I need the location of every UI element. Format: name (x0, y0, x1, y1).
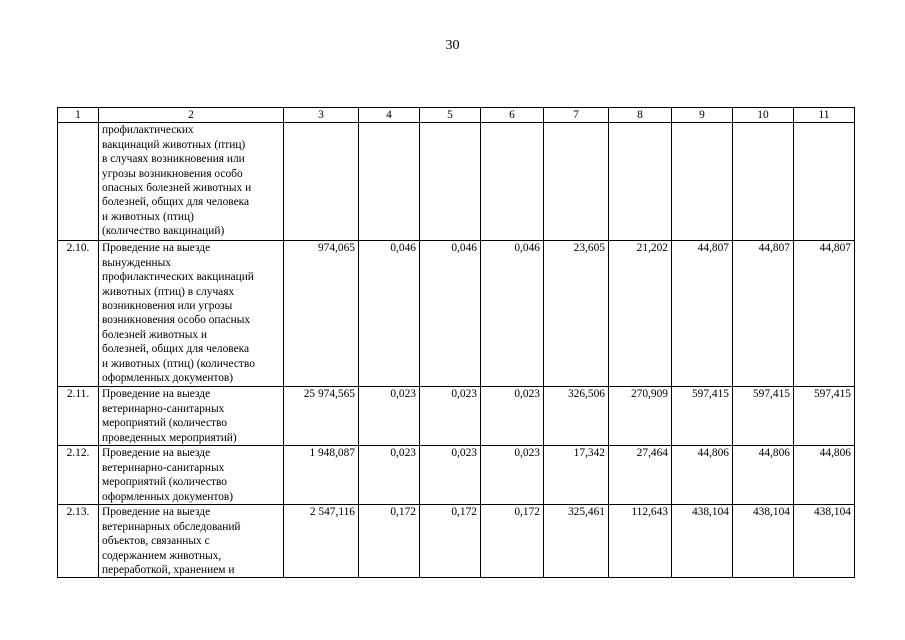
value-cell: 23,605 (544, 241, 609, 387)
value-cell: 2 547,116 (284, 505, 359, 578)
value-cell: 597,415 (794, 387, 855, 446)
column-header: 10 (733, 108, 794, 123)
row-description-cell: профилактических вакцинаций животных (птиц) в случаях возникновения или угрозы возникновения особо опасных болезней животных и болезней, общих для человека и животных (птиц) (количество вакцинаций) (99, 123, 284, 241)
column-header: 7 (544, 108, 609, 123)
value-cell: 438,104 (733, 505, 794, 578)
value-cell: 25 974,565 (284, 387, 359, 446)
value-cell: 325,461 (544, 505, 609, 578)
value-cell: 0,023 (359, 446, 420, 505)
value-cell: 0,046 (359, 241, 420, 387)
value-cell: 27,464 (609, 446, 672, 505)
row-description-cell: Проведение на выезде ветеринарных обследований объектов, связанных с содержанием животных, переработкой, хранением и (99, 505, 284, 578)
value-cell: 44,807 (672, 241, 733, 387)
value-cell: 112,643 (609, 505, 672, 578)
value-cell: 44,807 (794, 241, 855, 387)
table-row (58, 123, 855, 241)
column-header: 9 (672, 108, 733, 123)
value-cell: 17,342 (544, 446, 609, 505)
value-cell: 0,023 (481, 446, 544, 505)
value-cell: 44,806 (733, 446, 794, 505)
row-number-cell: 2.12. (58, 446, 99, 505)
value-cell: 0,023 (359, 387, 420, 446)
value-cell (359, 123, 420, 241)
value-cell: 0,172 (481, 505, 544, 578)
column-header: 3 (284, 108, 359, 123)
table-row (58, 241, 855, 387)
row-description-cell: Проведение на выезде ветеринарно-санитарных мероприятий (количество проведенных мероприятий) (99, 387, 284, 446)
page-number: 30 (445, 38, 460, 53)
table-header-row (58, 108, 855, 123)
row-description-cell: Проведение на выезде вынужденных профилактических вакцинаций животных (птиц) в случаях возникновения или угрозы возникновения особо опасных болезней животных и болезней, общих для человека и животных (птиц) (количество оформленных документов) (99, 241, 284, 387)
table-row (58, 505, 855, 578)
column-header: 5 (420, 108, 481, 123)
value-cell (609, 123, 672, 241)
value-cell: 0,172 (420, 505, 481, 578)
row-number-cell (58, 123, 99, 241)
value-cell (672, 123, 733, 241)
column-header: 1 (58, 108, 99, 123)
value-cell: 44,807 (733, 241, 794, 387)
table-body (58, 108, 855, 578)
row-number-cell: 2.11. (58, 387, 99, 446)
value-cell: 21,202 (609, 241, 672, 387)
value-cell: 597,415 (733, 387, 794, 446)
value-cell (544, 123, 609, 241)
row-number-cell: 2.10. (58, 241, 99, 387)
value-cell: 1 948,087 (284, 446, 359, 505)
value-cell: 0,046 (420, 241, 481, 387)
table-row (58, 446, 855, 505)
value-cell (284, 123, 359, 241)
value-cell: 44,806 (672, 446, 733, 505)
row-number-cell: 2.13. (58, 505, 99, 578)
column-header: 11 (794, 108, 855, 123)
column-header: 6 (481, 108, 544, 123)
value-cell: 438,104 (672, 505, 733, 578)
value-cell: 0,023 (420, 387, 481, 446)
value-cell (733, 123, 794, 241)
value-cell: 0,023 (420, 446, 481, 505)
column-header: 4 (359, 108, 420, 123)
table-row (58, 387, 855, 446)
value-cell: 44,806 (794, 446, 855, 505)
value-cell (420, 123, 481, 241)
value-cell: 0,023 (481, 387, 544, 446)
value-cell: 974,065 (284, 241, 359, 387)
column-header: 8 (609, 108, 672, 123)
value-cell (481, 123, 544, 241)
value-cell: 438,104 (794, 505, 855, 578)
data-table (57, 107, 855, 578)
value-cell: 597,415 (672, 387, 733, 446)
value-cell (794, 123, 855, 241)
value-cell: 0,172 (359, 505, 420, 578)
column-header: 2 (99, 108, 284, 123)
value-cell: 270,909 (609, 387, 672, 446)
row-description-cell: Проведение на выезде ветеринарно-санитарных мероприятий (количество оформленных документов) (99, 446, 284, 505)
value-cell: 326,506 (544, 387, 609, 446)
value-cell: 0,046 (481, 241, 544, 387)
